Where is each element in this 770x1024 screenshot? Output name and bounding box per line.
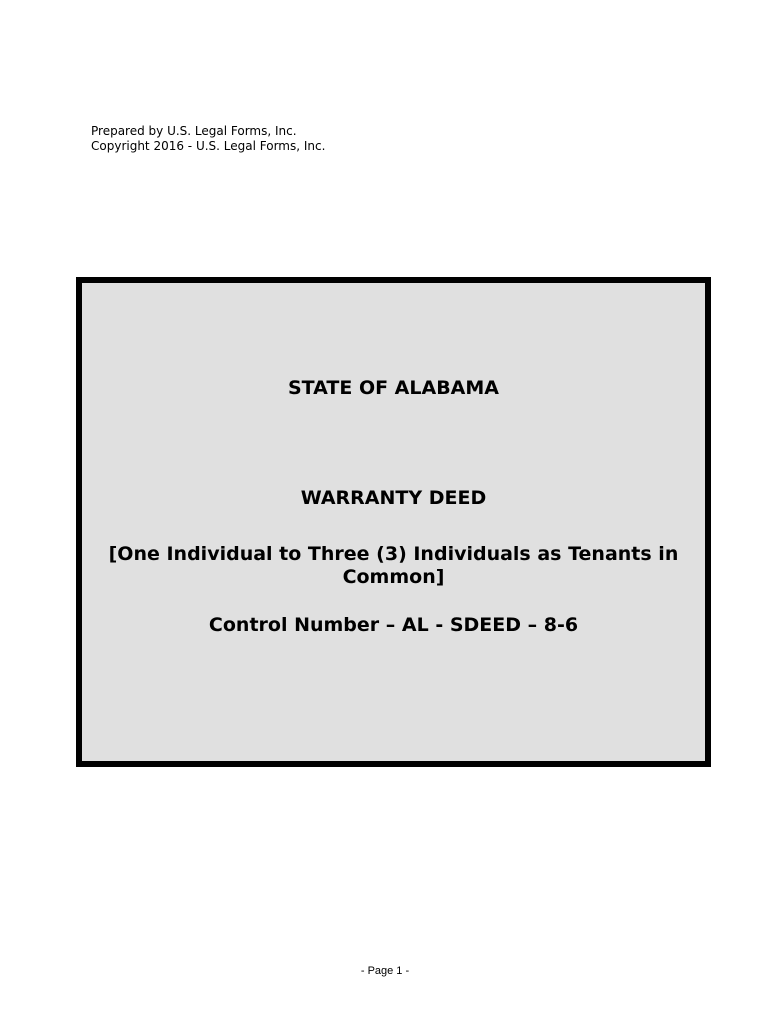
page-number: - Page 1 - bbox=[360, 965, 410, 977]
document-title: WARRANTY DEED bbox=[300, 487, 487, 509]
copyright-text: Copyright 2016 - U.S. Legal Forms, Inc. bbox=[91, 139, 326, 153]
cover-box bbox=[76, 277, 711, 767]
control-number: Control Number – AL - SDEED – 8-6 bbox=[208, 614, 579, 636]
prepared-by-text: Prepared by U.S. Legal Forms, Inc. bbox=[91, 124, 297, 138]
state-heading: STATE OF ALABAMA bbox=[287, 377, 499, 399]
preparer-block bbox=[91, 124, 325, 154]
document-description: [One Individual to Three (3) Individuals as Tenants in Common] bbox=[108, 543, 679, 588]
